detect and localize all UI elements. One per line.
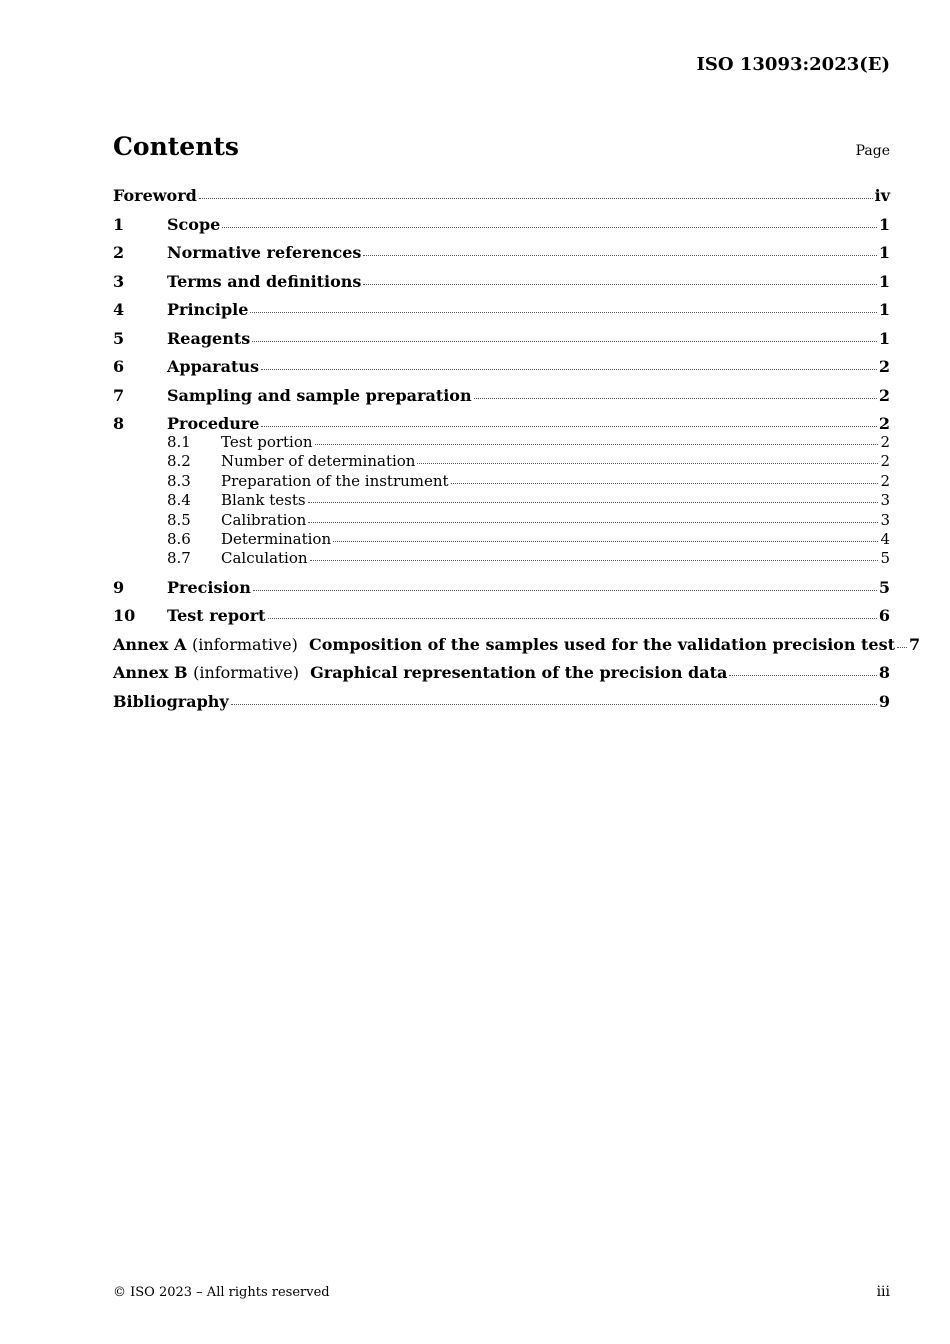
toc-entry-page: 2	[878, 357, 890, 376]
toc-entry-procedure[interactable]	[113, 414, 890, 433]
copyright-notice: © ISO 2023 – All rights reserved	[113, 1285, 330, 1300]
toc-entry-number: 5	[113, 328, 125, 348]
contents-heading: Contents	[113, 132, 240, 161]
annex-title: Composition of the samples used for the validation precision test	[308, 634, 896, 654]
toc-subentry-number: 8.3	[167, 471, 191, 490]
toc-entry-title: Apparatus	[167, 357, 259, 376]
dot-leader	[310, 560, 879, 561]
dot-leader	[199, 198, 873, 199]
dot-leader	[308, 522, 878, 523]
toc-entry-sampling[interactable]	[113, 386, 890, 415]
dot-leader	[474, 398, 877, 399]
toc-entry-annex-b[interactable]	[113, 663, 890, 692]
toc-entry-title: Terms and definitions	[167, 271, 362, 291]
toc-subentry-title: Blank tests	[221, 491, 306, 510]
toc-entry-title: Scope	[167, 214, 221, 234]
dot-leader	[729, 675, 877, 676]
toc-subentry-number: 8.1	[167, 433, 191, 451]
toc-entry-principle[interactable]	[113, 300, 890, 329]
toc-subentry-page: 5	[880, 549, 890, 568]
toc-subentry-page: 3	[880, 491, 890, 510]
toc-subentry-number-of-determination[interactable]	[113, 452, 890, 471]
toc-entry-page: 1	[878, 328, 890, 348]
toc-entry-page: 7	[909, 634, 921, 654]
toc-entry-title: Test report	[167, 606, 266, 626]
toc-entry-number: 10	[113, 606, 136, 626]
toc-subentry-title: Number of determination	[221, 452, 416, 471]
toc-subentry-title: Preparation of the instrument	[221, 471, 449, 490]
dot-leader	[897, 647, 907, 648]
toc-entry-title: Procedure	[167, 414, 260, 433]
toc-entry-title: Reagents	[167, 328, 251, 348]
toc-entry-title: Principle	[167, 300, 249, 319]
toc-subentry-title: Determination	[221, 529, 332, 548]
toc-entry-title: Sampling and sample preparation	[167, 385, 472, 405]
toc-subentry-blank-tests[interactable]	[113, 491, 890, 510]
annex-type: (informative)	[193, 663, 299, 683]
toc-entry-number: 8	[113, 414, 125, 433]
toc-entry-scope[interactable]	[113, 215, 890, 244]
toc-entry-annex-a[interactable]	[113, 634, 921, 664]
dot-leader	[261, 426, 876, 427]
dot-leader	[315, 444, 879, 445]
dot-leader	[363, 255, 876, 256]
toc-subentry-calibration[interactable]	[113, 511, 890, 530]
toc-subentry-number: 8.5	[167, 510, 191, 529]
toc-entry-page: 9	[878, 691, 890, 711]
page-column-label: Page	[855, 143, 890, 159]
toc-subentry-determination[interactable]	[113, 530, 890, 549]
page-number: iii	[876, 1284, 890, 1300]
dot-leader	[252, 341, 877, 342]
toc-entry-number: 6	[113, 357, 125, 376]
toc-entry-number: 3	[113, 271, 125, 291]
document-id: ISO 13093:2023(E)	[696, 54, 890, 75]
toc-entry-number: 7	[113, 385, 125, 405]
toc-entry-page: 1	[878, 214, 890, 234]
toc-entry-page: 5	[878, 577, 890, 597]
annex-type: (informative)	[191, 634, 298, 654]
toc-entry-page: 2	[878, 414, 890, 433]
toc-subentry-page: 4	[880, 529, 890, 548]
toc-entry-page: iv	[874, 186, 890, 205]
toc-entry-normative-references[interactable]	[113, 243, 890, 272]
toc-entry-number: 1	[113, 214, 125, 234]
toc-entry-number: 2	[113, 243, 125, 262]
dot-leader	[308, 502, 879, 503]
toc-subentry-page: 3	[880, 510, 890, 529]
toc-entry-page: 1	[878, 243, 890, 262]
toc-entry-title: Foreword	[113, 186, 197, 205]
toc-entry-precision[interactable]	[113, 578, 890, 607]
toc-subentry-page: 2	[880, 452, 890, 471]
annex-title: Graphical representation of the precision data	[310, 663, 728, 683]
toc-subentry-page: 2	[880, 471, 890, 490]
dot-leader	[261, 369, 877, 370]
dot-leader	[333, 541, 878, 542]
toc-entry-page: 6	[878, 606, 890, 626]
dot-leader	[451, 483, 879, 484]
toc-entry-foreword[interactable]	[113, 186, 890, 215]
toc-subentry-test-portion[interactable]	[113, 433, 890, 452]
annex-label: Annex B	[113, 663, 188, 683]
dot-leader	[268, 618, 877, 619]
toc-entry-bibliography[interactable]	[113, 692, 890, 721]
toc-entry-number: 4	[113, 300, 125, 319]
toc-entry-page: 1	[878, 271, 890, 291]
toc-entry-title: Precision	[167, 577, 251, 597]
annex-label: Annex A	[113, 634, 187, 654]
dot-leader	[417, 463, 878, 464]
dot-leader	[363, 284, 876, 285]
toc-subentry-number: 8.2	[167, 452, 191, 471]
toc-subentry-title: Calibration	[221, 510, 307, 529]
toc-entry-reagents[interactable]	[113, 329, 890, 358]
toc-entry-terms-and-definitions[interactable]	[113, 272, 890, 301]
toc-entry-page: 1	[878, 300, 890, 319]
toc-entry-number: 9	[113, 577, 125, 597]
toc-subentry-title: Test portion	[221, 433, 313, 451]
toc-entry-title: Bibliography	[113, 691, 229, 711]
toc-subentry-number: 8.4	[167, 491, 191, 510]
toc-subentry-number: 8.6	[167, 529, 191, 548]
dot-leader	[253, 590, 877, 591]
toc-subentry-calculation[interactable]	[113, 549, 890, 578]
toc-entry-test-report[interactable]	[113, 606, 890, 635]
toc-entry-apparatus[interactable]	[113, 357, 890, 386]
dot-leader	[250, 312, 876, 313]
toc-entry-page: 8	[878, 663, 890, 683]
toc-entry-title: Normative references	[167, 243, 362, 262]
toc-entry-page: 2	[878, 385, 890, 405]
toc-subentry-number: 8.7	[167, 549, 191, 568]
table-of-contents	[113, 186, 921, 720]
toc-subentry-title: Calculation	[221, 549, 308, 568]
dot-leader	[231, 704, 877, 705]
toc-subentry-page: 2	[880, 433, 890, 451]
dot-leader	[222, 227, 877, 228]
toc-subentry-preparation-of-instrument[interactable]	[113, 472, 890, 491]
